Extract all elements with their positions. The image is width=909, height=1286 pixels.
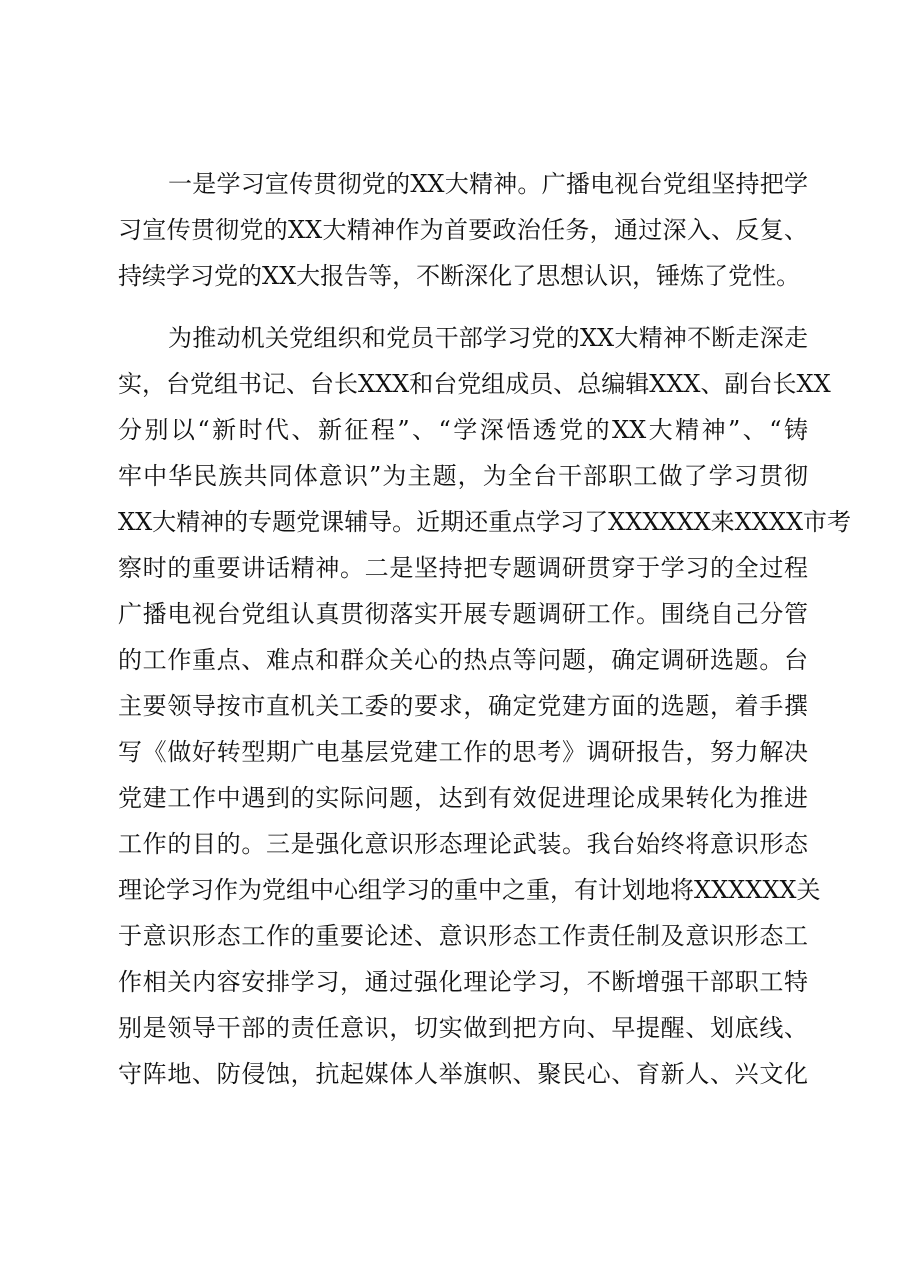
paragraph-line: 理论学习作为党组中心组学习的重中之重，有计划地将XXXXXX关 [118,876,821,904]
paragraph-line: 习宣传贯彻党的XX大精神作为首要政治任务，通过深入、反复、 [118,216,808,244]
paragraph-line: 广播电视台党组认真贯彻落实开展专题调研工作。围绕自己分管 [118,600,808,628]
paragraph-line: 实，台党组书记、台长XXX和台党组成员、总编辑XXX、副台长XX [118,370,831,398]
paragraph-line: 工作的目的。三是强化意识形态理论武装。我台始终将意识形态 [118,830,808,858]
paragraph-line: 持续学习党的XX大报告等，不断深化了思想认识，锤炼了党性。 [118,262,801,290]
paragraph-line: 的工作重点、难点和群众关心的热点等问题，确定调研选题。台 [118,646,808,674]
paragraph-line [118,1097,808,1143]
paragraph-line: 牢中华民族共同体意识”为主题，为全台干部职工做了学习贯彻 [118,462,808,490]
paragraph-line: 党建工作中遇到的实际问题，达到有效促进理论成果转化为推进 [118,784,808,812]
paragraph-line: 为推动机关党组织和党员干部学习党的XX大精神不断走深走 [168,324,808,352]
paragraph-line: 写《做好转型期广电基层党建工作的思考》调研报告，努力解决 [118,738,808,766]
paragraph-line: 作相关内容安排学习，通过强化理论学习，不断增强干部职工特 [118,968,808,996]
paragraph-line: 主要领导按市直机关工委的要求，确定党建方面的选题，着手撰 [118,692,808,720]
paragraph-line: 守阵地、防侵蚀，抗起媒体人举旗帜、聚民心、育新人、兴文化 [118,1060,808,1088]
paragraph-line: 于意识形态工作的重要论述、意识形态工作责任制及意识形态工 [118,922,808,950]
paragraph-line: 分别以“新时代、新征程”、“学深悟透党的XX大精神”、“铸 [118,416,808,444]
paragraph-line: XX大精神的专题党课辅导。近期还重点学习了XXXXXX来XXXX市考 [118,508,852,536]
paragraph-line: 察时的重要讲话精神。二是坚持把专题调研贯穿于学习的全过程 [118,554,808,582]
paragraph-line: 一是学习宣传贯彻党的XX大精神。广播电视台党组坚持把学 [168,170,808,198]
paragraph-line: 别是领导干部的责任意识，切实做到把方向、早提醒、划底线、 [118,1014,808,1042]
